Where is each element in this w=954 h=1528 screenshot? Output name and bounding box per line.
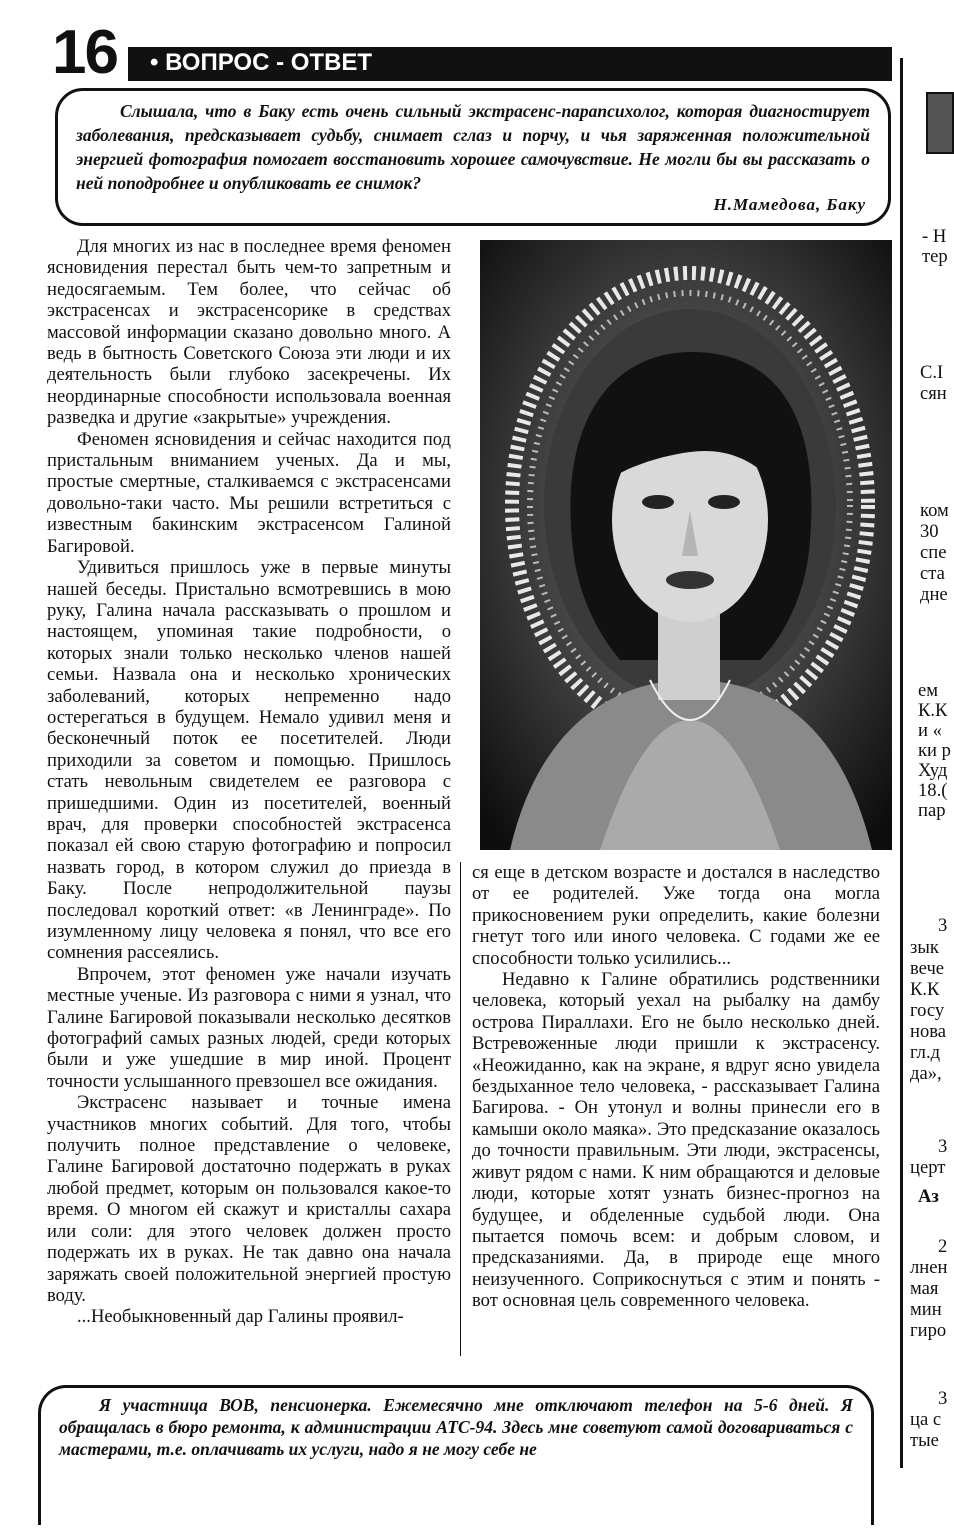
right-column-fragment: ца с bbox=[910, 1409, 942, 1430]
right-column-fragment: С.І bbox=[920, 362, 944, 383]
right-column-fragment: ем bbox=[918, 680, 939, 701]
article-paragraph: Феномен ясновидения и сейчас находится под пристальным вниманием ученых. Да и мы, простые смертные, сталкиваемся с экстрасенсами довольно-таки часто. Мы решили встретиться с известным бакинским экстрасенсом Галиной Багировой. bbox=[47, 428, 451, 557]
article-column-1 bbox=[47, 236, 451, 1328]
right-column-fragment: мин bbox=[910, 1299, 942, 1320]
rubric-title: • ВОПРОС - ОТВЕТ bbox=[150, 49, 373, 76]
reader-question-2-box bbox=[38, 1385, 874, 1525]
right-column-fragment: да», bbox=[910, 1063, 942, 1084]
right-column-fragment: Худ bbox=[918, 760, 948, 781]
article-column-2 bbox=[472, 862, 880, 1312]
right-column-fragment: К.К bbox=[918, 700, 948, 721]
right-column-fragment: 3 bbox=[938, 1136, 948, 1157]
right-column-fragment: 18.( bbox=[918, 780, 948, 801]
article-paragraph: Недавно к Галине обратились родственники человека, который уехал на рыбалку на дамбу острова Пираллахи. Его не было несколько дней. Встревоженные люди пришли к экстрасенсу. «Неожиданно, как на экране, я вдруг ясно увидела бездыханное тело человека, - рассказывает Галина Багирова. - Он утонул и волны принесли его в камыши около маяка». Это предсказание оказалось до точности правильным. Эти люди, экстрасенсы, живут рядом с нами. К ним обращаются и деловые люди, которые хотят узнать бизнес-прогноз на будущее, и обделенные судьбой люди. Она пытается помочь всем: и добрым словом, и предсказаниями. Да, в природе еще много неизученного. Соприкоснуться с этим и понять - вот основная цель современного человека. bbox=[472, 969, 880, 1312]
article-paragraph: ...Необыкновенный дар Галины проявил- bbox=[77, 1306, 404, 1328]
article-paragraph: Экстрасенс называет и точные имена участников многих событий. Для того, чтобы получить полное представление о человеке, Галине Багировой достаточно подержать в руках любой предмет, которым он пользовался какое-то время. О многом ей скажут и кристаллы сахара или соли: для этого человек должен просто подержать их в руках. Не так давно она начала заряжать своей положительной энергией простую воду. bbox=[47, 1092, 451, 1306]
right-column-fragment: 30 bbox=[920, 521, 939, 542]
right-column-fragment: К.К bbox=[910, 979, 940, 1000]
reader-question-author: Н.Мамедова, Баку bbox=[713, 195, 866, 214]
right-column-fragment: пар bbox=[918, 800, 946, 821]
right-column-fragment: вече bbox=[910, 958, 945, 979]
article-paragraph: ся еще в детском возрасте и достался в наследство от ее родителей. Уже тогда она могла прикосновением руки определить, какие болезни гнетут того или иного человека. С годами же ее способности только усилились... bbox=[472, 862, 880, 969]
right-column-fragment: 2 bbox=[938, 1236, 948, 1257]
right-column-fragment: Аз bbox=[918, 1186, 939, 1207]
reader-question-2-text: Я участница ВОВ, пенсионерка. Ежемесячно мне отключают телефон на 5-6 дней. Я обращалась в бюро ремонта, к администрации АТС-94. Здесь мне советуют самой договариваться с мастерами, т.е. оплачивать их услуги, надо я не могу себе не bbox=[59, 1395, 853, 1459]
right-column-fragment: гл.д bbox=[910, 1042, 941, 1063]
right-column-fragment: - Н bbox=[922, 226, 947, 247]
right-column-fragment: 3 bbox=[938, 1388, 948, 1409]
right-column-fragment: тер bbox=[922, 246, 948, 267]
rubric-bar bbox=[128, 47, 892, 81]
portrait-photo bbox=[480, 240, 892, 850]
reader-question-text: Слышала, что в Баку есть очень сильный экстрасенс-парапсихолог, которая диагностирует заболевания, предсказывает судьбу, снимает сглаз и порчу, и чья заряженная положительной энергией фотография помогает восстановить хорошее самочувствие. Не могли бы вы рассказать о ней поподробнее и опубликовать ее снимок? bbox=[76, 101, 870, 193]
article-paragraph: Для многих из нас в последнее время феномен ясновидения перестал быть чем-то запретным и недосягаемым. Тем более, что сейчас об экстрасенсах и экстрасенсорике в средствах массовой информации сказано довольно много. А ведь в бытность Советского Союза эти люди и их деятельность были глубоко засекречены. Их неординарные способности использовала военная разведка и другие «закрытые» учреждения. bbox=[47, 236, 451, 429]
right-column-fragment: тые bbox=[910, 1430, 939, 1451]
ad-fragment bbox=[926, 92, 954, 154]
right-column-fragment: дне bbox=[920, 584, 948, 605]
right-column-fragment: госу bbox=[910, 1000, 945, 1021]
right-column-fragment: нова bbox=[910, 1021, 947, 1042]
right-column-fragment: сян bbox=[920, 383, 947, 404]
right-column-fragment: ки р bbox=[918, 740, 951, 761]
right-column-fragment: спе bbox=[920, 542, 947, 563]
right-column-fragment: мая bbox=[910, 1278, 939, 1299]
portrait-image bbox=[480, 240, 892, 850]
article-paragraph: Впрочем, этот феномен уже начали изучать местные ученые. Из разговора с ними я узнал, что Галине Багировой показывали несколько десятков фотографий самых разных людей, среди которых были и уже ушедшие в мир иной. Процент точности услышанного превзошел все ожидания. bbox=[47, 963, 451, 1092]
right-column-fragment: лнен bbox=[910, 1257, 948, 1278]
right-column-fragment: гиро bbox=[910, 1320, 947, 1341]
right-column-fragment: церт bbox=[910, 1157, 946, 1178]
right-column-fragment: зык bbox=[910, 937, 939, 958]
reader-question-box bbox=[55, 88, 891, 226]
column-divider-right bbox=[900, 58, 903, 1468]
article-paragraph: Удивиться пришлось уже в первые минуты нашей беседы. Пристально всмотревшись в мою руку, Галина начала рассказывать о прошлом и настоящем, упоминая такие подробности, о которых знали только несколько членов нашей семьи. Назвала она и несколько хронических заболеваний, которых непременно надо остерегаться в будущем. Немало удивил меня и бесконечный поток ее посетителей. Люди приходили за советом и помощью. Пришлось стать невольным свидетелем ее разговора с пришедшими. Один из посетителей, военный врач, для проверки способностей экстрасенса показал ей свою старую фотографию и попросил назвать город, в котором служил до приезда в Баку. После непродолжительной паузы последовал короткий ответ: «в Ленинграде». По изумленному лицу человека я понял, что все его сомнения рассеялись. bbox=[47, 557, 451, 964]
right-column-fragment: и « bbox=[918, 720, 942, 741]
right-column-fragment: ста bbox=[920, 563, 945, 584]
right-column-fragment: ком bbox=[920, 500, 949, 521]
right-column-fragment: 3 bbox=[938, 915, 948, 936]
column-divider bbox=[460, 862, 461, 1356]
page-number: 16 bbox=[52, 18, 117, 87]
